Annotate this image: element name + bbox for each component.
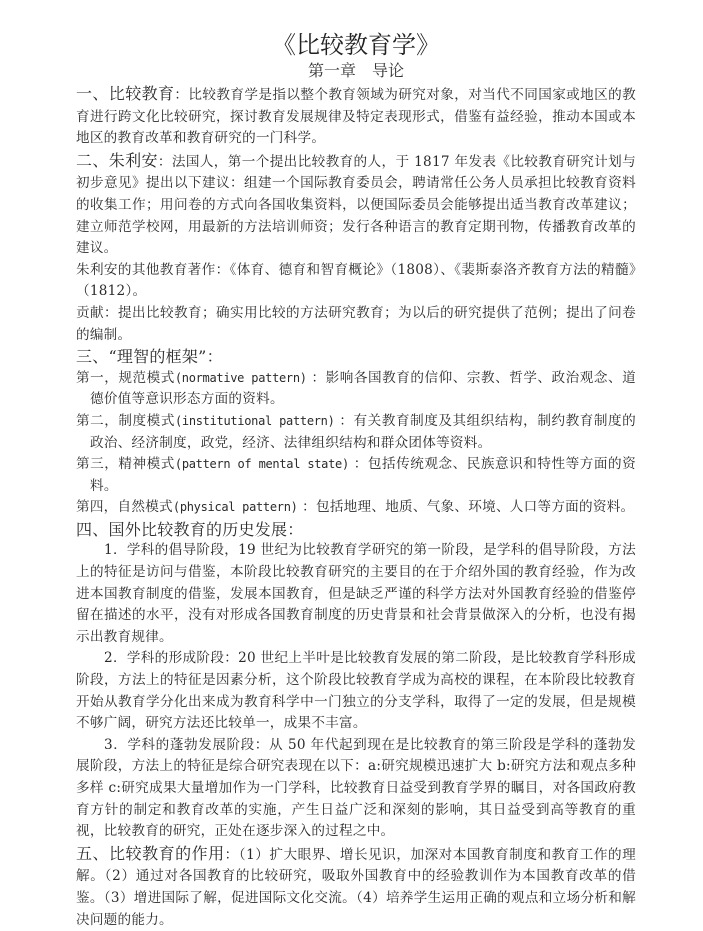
julien-works: 朱利安的其他教育著作：《体育、德育和智育概论》（1808）、《裴斯泰洛齐教育方法的精髓》（1812）。 (76, 261, 636, 300)
framework-item (76, 454, 636, 497)
item-english: (institutional pattern) (174, 413, 335, 428)
section-1-definition (76, 83, 636, 150)
document-title: 《比较教育学》 (272, 31, 440, 59)
section-heading: 一、比较教育 (76, 84, 175, 103)
document-page (76, 30, 636, 931)
history-stage-paragraph: 2．学科的形成阶段：20 世纪上半叶是比较教育发展的第二阶段，是比较教育学科形成阶段，方法上的特征是因素分析，这个阶段比较教育学成为高校的课程，在本阶段比较教育开始从教育学分化出来成为教育科学中一门独立的分支学科，取得了一定的发展，但是规模不够广阔，研究方法还比较单一，成果不丰富。 (76, 650, 636, 732)
section-text: ：比较教育学是指以整个教育领域为研究对象，对当代不同国家或地区的教育进行跨文化比较研究，探讨教育发展规律及特定表现形式，借鉴有益经验，推动本国或本地区的教育改革和教育研究的一门科学。 (76, 87, 636, 147)
section-3-heading: 三、“理智的框架”： (76, 347, 223, 367)
chapter-title: 第一章 导论 (307, 61, 404, 80)
section-4-heading: 四、国外比较教育的历史发展： (76, 519, 304, 539)
history-stage-paragraph: 3．学科的蓬勃发展阶段：从 50 年代起到现在是比较教育的第三阶段是学科的蓬勃发展阶段，方法上的特征是综合研究表现在以下：a:研究规模迅速扩大 b:研究方法和观点多种多样 c:研究成果大量增加作为一门学科，比较教育日益受到教育学界的瞩目，对各国政府教育方针的制定和教育改革的实施，产生日益广泛和深刻的影响，其日益受到高等教育的重视，比较教育的研究，正处在逐步深入的过程之中。 (76, 736, 636, 840)
section-2-julien (76, 150, 636, 260)
framework-item (76, 497, 636, 519)
section-heading: 五、比较教育的作用 (76, 843, 225, 863)
section-5-role (76, 843, 636, 931)
item-prefix: 第三，精神模式 (76, 456, 175, 473)
section-text: ：（1）扩大眼界、增长见识，加深对本国教育制度和教育工作的理解。（2）通过对各国教育的比较研究，吸取外国教育中的经验教训作为本国教育改革的借鉴。（3）增进国际了解，促进国际文化交流。（4）培养学生运用正确的观点和立场分析和解决问题的能力。 (76, 846, 636, 928)
item-english: (physical pattern) (172, 500, 298, 515)
item-prefix: 第二，制度模式 (76, 412, 175, 429)
item-text: ：影响各国教育的信仰、宗教、哲学、政治观念、道德价值等意识形态方面的资料。 (90, 369, 636, 408)
item-text: ：有关教育制度及其组织结构，制约教育制度的政治、经济制度，政党，经济、法律组织结构和群众团体等资料。 (90, 412, 636, 451)
section-heading: 二、朱利安 (76, 150, 158, 170)
item-english: (pattern of mental state) (174, 457, 349, 472)
history-stage-paragraph: 1．学科的倡导阶段，19 世纪为比较教育学研究的第一阶段，是学科的倡导阶段，方法上的特征是访问与借鉴，本阶段比较教育研究的主要目的在于介绍外国的教育经验，作为改进本国教育制度的借鉴，发展本国教育，但是缺乏严谨的科学方法对外国教育经验的借鉴停留在描述的水平，没有对形成各国教育制度的历史背景和社会背景做深入的分析，也没有揭示出教育规律。 (76, 542, 636, 645)
item-text: ：包括地理、地质、气象、环境、人口等方面的资料。 (297, 499, 635, 516)
item-prefix: 第一，规范模式 (76, 369, 175, 386)
item-prefix: 第四，自然模式 (76, 499, 173, 516)
framework-item (76, 411, 636, 454)
item-text: ：包括传统观念、民族意识和特性等方面的资料。 (90, 456, 636, 494)
item-english: (normative pattern) (174, 370, 307, 385)
framework-item (76, 368, 636, 411)
section-text: ：法国人，第一个提出比较教育的人，于 1817 年发表《比较教育研究计划与初步意见》提出以下建议：组建一个国际教育委员会，聘请常任公务人员承担比较教育资料的收集工作；用问卷的方式向各国收集资料，以便国际委员会能够提出适当教育改革建议；建立师范学校网，用最新的方法培训师资；发行各种语言的教育定期刊物，传播教育改革的建议。 (76, 153, 636, 257)
julien-contribution: 贡献：提出比较教育；确实用比较的方法研究教育；为以后的研究提供了范例；提出了问卷的编制。 (76, 304, 636, 343)
